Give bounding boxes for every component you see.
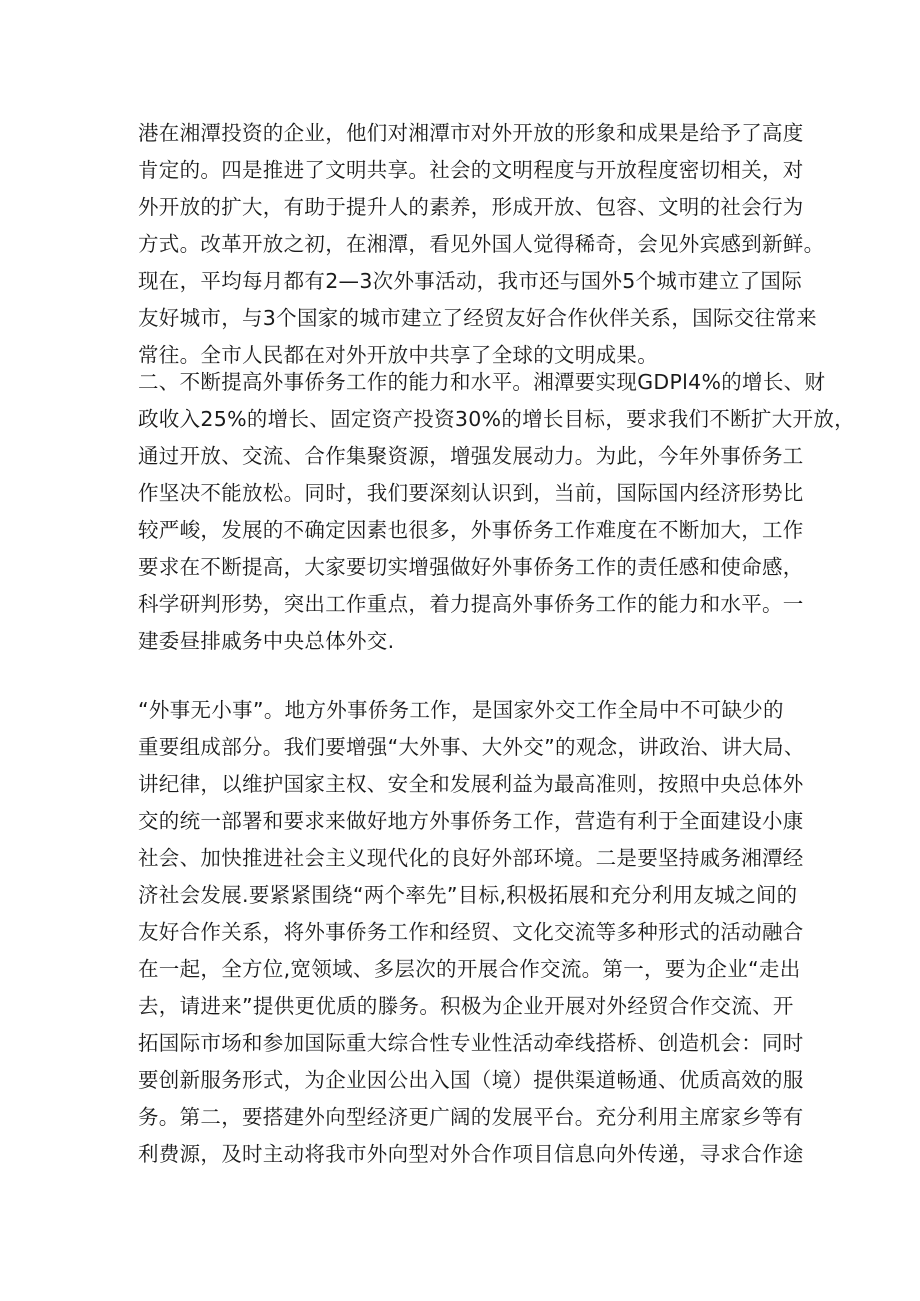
text-line: 外开放的扩大，有助于提升人的素养，形成开放、包容、文明的社会行为 [138,195,804,219]
text-line: 通过开放、交流、合作集聚资源，增强发展动力。为此，今年外事侨务工 [138,444,804,468]
text-line: 济社会发展.要紧紧围绕“两个率先”目标,积极拓展和充分利用友城之间的 [138,883,798,907]
text-line: 要创新服务形式，为企业因公出入国（境）提供渠道畅通、优质高效的服 [138,1068,804,1092]
text-line: 作坚决不能放松。同时，我们要深刻认识到，当前，国际国内经济形势比 [138,481,804,505]
text-line: 港在湘潭投资的企业，他们对湘潭市对外开放的形象和成果是给予了高度 [138,121,804,145]
text-line: 二、不断提高外事侨务工作的能力和水平。湘潭要实现GDPl4%的增长、财 [138,370,826,394]
text-line: 在一起，全方位,宽领域、多层次的开展合作交流。第一，要为企业“走出 [138,957,801,981]
text-line: 科学研判形势，突出工作重点，着力提高外事侨务工作的能力和水平。一 [138,592,804,616]
paragraph-2 [138,364,855,660]
paragraph-3 [138,692,805,1173]
text-line: 去，请进来”提供更优质的滕务。积极为企业开展对外经贸合作交流、开 [138,994,794,1018]
text-line: 建委昼排戚务中央总体外交. [138,629,395,653]
text-line: 重要组成部分。我们要增强“大外事、大外交”的观念，讲政治、讲大局、 [138,735,805,759]
text-line: 社会、加快推进社会主义现代化的良好外部环境。二是要坚持戚务湘潭经 [138,846,804,870]
text-line: 常往。全市人民都在对外开放中共享了全球的文明成果。 [138,343,658,367]
paragraph-1 [138,115,825,374]
text-line: 利费源，及时主动将我市外向型对外合作项目信息向外传递，寻求合作途 [138,1142,804,1166]
text-line: 现在，平均每月都有2—3次外事活动，我市还与国外5个城市建立了国际 [138,269,803,293]
text-line: 要求在不断提高，大家要切实增强做好外事侨务工作的责任感和使命感， [138,555,804,579]
text-line: 政收入25%的增长、固定资产投资30%的增长目标，要求我们不断扩大开放， [138,407,855,431]
text-line: 交的统一部署和要求来做好地方外事侨务工作，营造有利于全面建设小康 [138,809,804,833]
text-line: “外事无小事”。地方外事侨务工作，是国家外交工作全局中不可缺少的 [138,698,784,722]
text-line: 拓国际市场和参加国际重大综合性专业性活动牵线搭桥、创造机会：同时 [138,1031,804,1055]
text-line: 务。第二，要搭建外向型经济更广阔的发展平台。充分利用主席家乡等有 [138,1105,804,1129]
text-line: 方式。改革开放之初，在湘潭，看见外国人觉得稀奇，会见外宾感到新鲜。 [138,232,825,256]
text-line: 友好合作关系，将外事侨务工作和经贸、文化交流等多种形式的活动融合 [138,920,804,944]
text-line: 友好城市，与3个国家的城市建立了经贸友好合作伙伴关系，国际交往常来 [138,306,817,330]
text-line: 肯定的。四是推进了文明共享。社会的文明程度与开放程度密切相关，对 [138,158,804,182]
text-line: 讲纪律，以维护国家主权、安全和发展利益为最高准则，按照中央总体外 [138,772,804,796]
text-line: 较严峻，发展的不确定因素也很多，外事侨务工作难度在不断加大，工作 [138,518,804,542]
